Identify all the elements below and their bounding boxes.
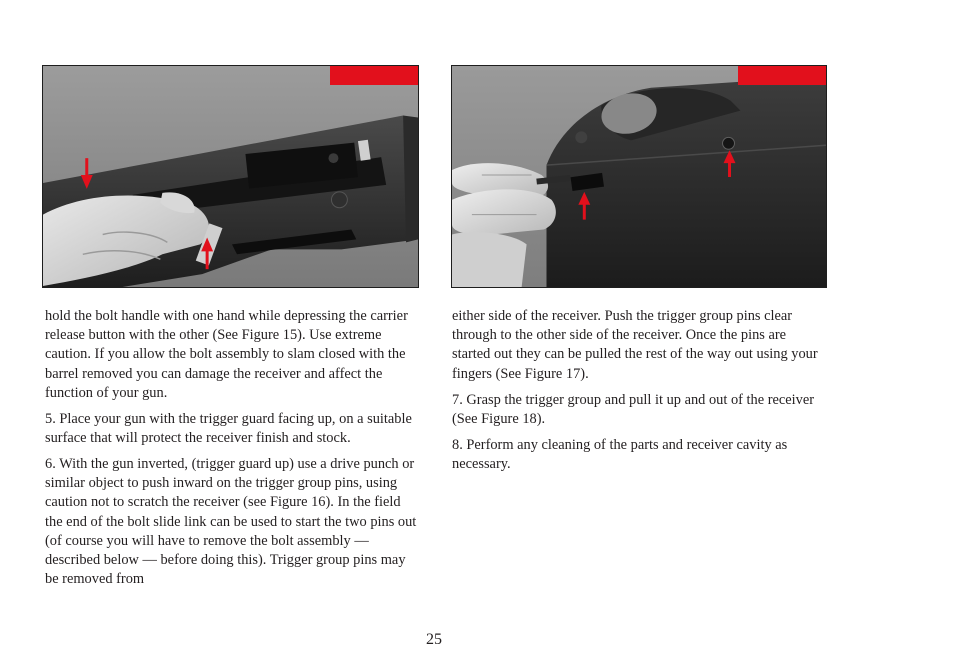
left-text-column [45,307,421,596]
bolt-handle-photo-illustration [43,66,418,287]
red-corner-tab [330,66,418,85]
paragraph: either side of the receiver. Push the trigger group pins clear through to the other side of the receiver. Once the pins are started out they can be pulled the rest of the way out using your fingers (See Figure 17). [452,308,818,382]
page-number: 25 [426,631,442,648]
figure-15-photo [42,65,419,288]
paragraph: 5. Place your gun with the trigger guard facing up, on a suitable surface that will protect the receiver finish and stock. [45,410,412,447]
right-text-column [452,307,822,481]
paragraph: 7. Grasp the trigger group and pull it up and out of the receiver (See Figure 18). [452,391,815,427]
paragraph: hold the bolt handle with one hand while depressing the carrier release button with the other (See Figure 15). Use extreme caution. If you allow the bolt assembly to slam closed with the barrel removed you can damage the receiver and affect the function of your gun. [45,308,408,401]
paragraph: 6. With the gun inverted, (trigger guard up) use a drive punch or similar object to push inward on the trigger group pins, using caution not to scratch the receiver (see Figure 16). In the field the end of the bolt slide link can be used to start the two pins out (of course you will have to remove the bolt assembly — described below — before doing this). Trigger group pins may be removed from [45,456,417,588]
red-corner-tab [738,66,826,85]
trigger-group-pins-photo-illustration [452,66,826,287]
paragraph: 8. Perform any cleaning of the parts and receiver cavity as necessary. [452,436,788,473]
figure-16-photo [451,65,827,288]
